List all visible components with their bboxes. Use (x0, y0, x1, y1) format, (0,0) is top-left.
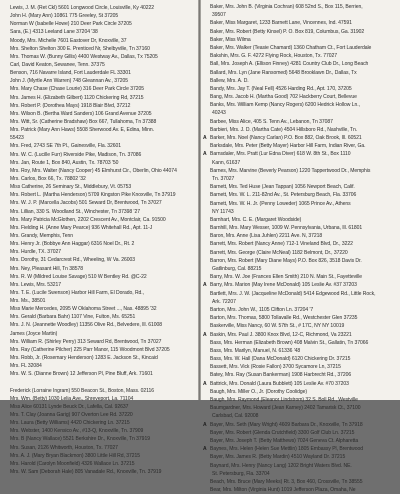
entry-text: Bartlett, Mrs. J. W. (Jacqueline McDonald) 5414 Edgewood Rd., Little Rock, (210, 290, 376, 297)
directory-entry (203, 167, 398, 175)
entry-text: 40243 (212, 110, 226, 117)
entry-text: Mrs. W. S. (Dianne Brown) 12 Jefferson Pl, Pine Bluff, Ark. 71601 (10, 371, 153, 378)
entry-text: Mrs. Ney, Pleasant Hill, Tn 38578 (10, 265, 84, 272)
entry-text: Mrs. Susan, 2126 Whitworth, Houston, Tx. 77027 (10, 444, 118, 451)
entry-marker: A (203, 151, 207, 158)
entry-text: Mrs. Webster, 1400 Kensico Av., #13-Q, Knoxville, Tn. 37909 (10, 428, 144, 435)
entry-text: Bayer, Mrs. Seth (Mary Wright) 4609 Barbara Dr., Knoxville, Tn 37918 (210, 421, 363, 428)
directory-entry (3, 378, 196, 386)
entry-text: Baynard, Mrs. Henry (Nancy Lang) 1202 Bright Waters Blvd. NE. (210, 462, 352, 469)
entry-text: Mrs. Ray (Catherine Pilcher) 225 Parr Manor, 115 Woodmont Blvd 37205 (10, 346, 170, 353)
directory-entry (203, 273, 398, 281)
directory-entry (3, 468, 196, 476)
entry-text: Norman W (Isabelle Howe) 210 Deer Park Circle 37205 (10, 21, 132, 28)
entry-text: Mrs. Roy, Mrs. Walter (Nancy Cooper) 45 Elmhurst Cir., Oberlin, Ohio 44074 (10, 167, 177, 174)
entry-text: Mrs. Robert P. (Dorothea Mays) 1918 Blair Blvd, 37212 (10, 102, 131, 109)
entry-text: Bang, Mrs. Jacob H. (Martha Good) 702 Hackberry Court, Bellevue (210, 94, 357, 101)
directory-entry (3, 175, 196, 183)
directory-entry (203, 93, 398, 101)
directory-entry (203, 290, 398, 298)
entry-text: Miss Marie Mercedes, 2095 W Oklahoma Street ..., Nas. 48895 '32 (10, 306, 157, 313)
directory-entry (3, 85, 196, 93)
directory-entry (3, 199, 196, 207)
entry-text: Barbee, Miss Alice, 405 S. Tenn Av., Lebanon, Tn 37087 (210, 118, 333, 125)
entry-text: Battrick, Mrs. Donald (Laura Bubblett) 105 Leslie Av. #70 37203 (210, 380, 349, 387)
directory-entry (203, 486, 398, 494)
directory-entry (203, 3, 398, 11)
directory-entry (3, 256, 196, 264)
directory-entry (3, 53, 196, 61)
entry-text: Mrs. Wm. (Betty) 1030 Lelia Ave., Shreveport, La. 71104 (10, 395, 134, 402)
entry-text: Batey, Mrs. Ray (Susan Bankerman) 1908 Harbrecht Rd., 37206 (210, 372, 352, 379)
entry-text: Mrs. Jan, Route 1, Box 840, Austin, Tx. 78703 '50 (10, 159, 119, 166)
entry-text: Barnsdaler, Mrs. Pratt (Lur Edna Diver) 618 W. 8th St., Box 1110 (210, 151, 351, 158)
entry-text: Barnhill, Mrs. Mary Wesser, 1009 W. Pennsylvania, Urbana, Ill. 61801 (210, 225, 363, 232)
entry-text: Bear, Mrs. Milton (Virginia Hunt) 1019 Jefferson Plaza, Omaha, Ne (210, 487, 356, 494)
directory-entry (3, 126, 196, 134)
directory-entry (203, 77, 398, 85)
entry-text: Mrs. Ms., 38501 (10, 298, 46, 305)
entry-marker: A (203, 421, 207, 428)
directory-entry (3, 313, 196, 321)
entry-text: Baugh, Mrs. Miller O., Jr. (Dorothy Coolidge) (210, 388, 308, 395)
directory-entry (3, 118, 196, 126)
directory-entry (3, 297, 196, 305)
directory-entry (203, 478, 398, 486)
directory-entry (203, 101, 398, 109)
directory-entry (203, 281, 398, 289)
entry-text: Mrs. Robert L. (Martha Henderson) 5709 Kingston Pike Knoxville, Tn 37919 (10, 192, 176, 199)
entry-text: Barry, Mrs. W. Joe (Frances Ellen Smith) 210 N. Main St., Fayetteville (210, 274, 363, 281)
entry-text: Baumgardner, Mrs. Howard (Jean Karney) 2402 Tamarisk Ct., 37100 (210, 405, 361, 412)
entry-text: Barnes, Mrs. Marvine (Beverly Pearson) 1220 Tappertwood Dr., Memphis (210, 167, 371, 174)
directory-entry (203, 216, 398, 224)
entry-text: Barry, Mrs. Marion (May Irene McDonald) 105 Leslie Av. #37 37203 (210, 282, 357, 289)
entry-text: Mrs. Henry Jr. (Bobbye Ann Haggar) 6316 Noel Dr., Rt. 2 (10, 241, 135, 248)
directory-entry (203, 52, 398, 60)
entry-text: Mrs. W. Sam (Deborah Hale) 805 Vanadale Rd., Knoxville, Tn. 37919 (10, 469, 162, 476)
directory-entry (203, 396, 398, 404)
entry-marker: A (203, 331, 207, 338)
directory-entry (3, 346, 196, 354)
directory-entry (3, 151, 196, 159)
directory-entry (3, 403, 196, 411)
entry-text: Kann, 61637 (212, 159, 241, 166)
directory-entry (3, 248, 196, 256)
entry-text: Bass, Mrs. Herman (Elizabeth Brown) 408 Malvin St., Gallatin, Tn 37066 (210, 339, 369, 346)
directory-entry (3, 354, 196, 362)
entry-text: John H. (Mary Ann) 10861 775 Greeley, St 37205 (10, 13, 119, 20)
entry-text: 39507 (212, 12, 226, 19)
entry-text: Baynes, Mrs. Helen (Helen Sue Mettlin) 1805 Embassy Pl, Brentwood (210, 446, 363, 453)
entry-text: Mrs. Mary Chase (Chase Lourie) 316 Deer Park Circle 37205 (10, 86, 145, 93)
directory-entry (203, 388, 398, 396)
directory-entry (203, 69, 398, 77)
entry-text: Mrs. A. J. (Mary Bryan Blackmon) 3800 Little Hill Rd, 37215 (10, 452, 141, 459)
directory-entry (3, 216, 196, 224)
entry-text: Mrs. Lewis, Mrs. 53217 (10, 281, 62, 288)
directory-entry (203, 191, 398, 199)
entry-text: Frederick (Lorraine Ingram) 550 Beacon St., Boston, Mass. 02116 (10, 387, 155, 394)
entry-text: Bass, Mrs. W. Hall (Dana McDonald) 6120 Chickering Dr. 37215 (210, 356, 351, 363)
entry-text: Bandy, Mrs. Jay T. (Neal Fell) 4526 Harding Rd., Apt. 170, 37205 (210, 85, 352, 92)
entry-text: Barnhart, Mrs. C. E. (Margaret Woodside) (210, 216, 302, 223)
directory-entry (3, 208, 196, 216)
directory-entry (3, 273, 196, 281)
directory-entry (3, 452, 196, 460)
entry-text: Mrs. J. N. (Jeannette Woodley) 11356 Olive Rd., Belvedere, Ill. 61008 (10, 322, 163, 329)
directory-entry (3, 321, 196, 329)
entry-text: Bayer, Mrs. Robert (Glenda Crutchfield) 3300 Golf Club Ln. 37215 (210, 429, 355, 436)
entry-text: Carlsbad, Cal. 92008 (212, 413, 259, 420)
directory-entry (3, 102, 196, 110)
entry-text: Baskin, Mrs. Paul J. 3800 Knox Blvd, 12-C, Richmond, Va 23221 (210, 331, 352, 338)
directory-entry (3, 240, 196, 248)
entry-text: Gatlinburg, Cal. 88215 (212, 266, 262, 272)
directory-entry (203, 240, 398, 248)
directory-entry (3, 61, 196, 69)
entry-text: Mrs. Carlos, Box 66, Tx. 78802 '32 (10, 175, 86, 182)
directory-entry (203, 208, 398, 216)
entry-text: James (Joyce Martin) (10, 330, 58, 337)
directory-entry (203, 339, 398, 347)
directory-entry (3, 281, 196, 289)
directory-entry (203, 85, 398, 93)
directory-entry (3, 305, 196, 313)
directory-entry (203, 363, 398, 371)
entry-text: Barrett, Mrs. Robert (Nancy Anne) 712-1 Vineland Blvd, Dr., 3222 (210, 241, 353, 248)
directory-entry (203, 142, 398, 150)
entry-text: Mrs. Robb, Jr. (Rosemary Henderson) 1283 E. Jackson St., Kincaid (10, 355, 158, 362)
directory-entry (203, 224, 398, 232)
entry-text: Mrs. Patrick (Mary Ann Haws) 5508 Sherwood Av. E, Edina, Minn. (10, 127, 154, 134)
directory-entry (3, 45, 196, 53)
directory-entry (3, 28, 196, 36)
entry-text: Mrs. Dorothy, 31 Cedarcrest Rd., Wheeling, W Va. 26003 (10, 257, 136, 264)
entry-text: Mrs. Grandy, Memphis, Tenn (10, 232, 74, 239)
directory-entry (203, 60, 398, 68)
entry-text: Mrs. W. C. (Lucille Furr) Riverside Pike, Madison, Tn. 37086 (10, 151, 142, 158)
entry-text: Barnett, Mrs. W. L. 211-82nd Av., St. Petersburg Beach, Fla. 33706 (210, 192, 357, 199)
entry-text: Mrs. B (Nancy Wallace) 5521 Berkshire Dr., Knoxville, Tn 37919 (10, 436, 150, 443)
entry-text: Barker, Mrs. Noel (Nancy Carlan) P.O. Box 882, Oak Brook, Ill. 60521 (210, 135, 362, 141)
entry-text: Mrs. Harold (Carolyn Moonfield) 4326 Wallace Ln. 37215 (10, 460, 135, 467)
directory-entry (3, 362, 196, 370)
directory-entry (3, 69, 196, 77)
entry-text: Mrs. Wilson B. (Bertha Ward Sanders) 106 Grand Avenue 37205 (10, 110, 152, 117)
entry-text: Ballard, Mrs. Lyn (Jane Ransomed) 5648 Brooklawn Dr., Dallas, Tx (210, 69, 357, 76)
entry-text: John J. (Myrtle Ann Warren) 748 Gleannan Av., 37205 (10, 78, 128, 85)
entry-text: Mrs. FL 32084 (10, 363, 42, 370)
directory-entry (203, 404, 398, 412)
entry-text: Sara, (E.) 4313 Leeland Lane 37204 '38 (10, 29, 98, 36)
directory-entry (3, 4, 196, 12)
directory-entry (3, 77, 196, 85)
directory-entry (203, 306, 398, 314)
entry-text: Mrs. T. Clay (Joanna Garig) 907 Overton Lee Rd. 37220 (10, 412, 133, 419)
entry-text: Tn. 37027 (212, 175, 235, 182)
entry-text: Bayer, Mrs. James R. (Betty Mardin) 4510 Wayland Dr. 37215 (210, 454, 346, 461)
entry-text: Mrs. Mary Patricia McGlothen, 2202 Crescent Av., Montclair, Ca. 91500 (10, 216, 166, 223)
directory-entry (203, 445, 398, 453)
directory-entry (3, 419, 196, 427)
directory-entry (203, 11, 398, 19)
entry-marker: A (203, 446, 207, 453)
entry-text: Bassett, Mrs. Vick (Rosie Fallon) 3700 Sycamore Ln, 37215 (210, 364, 341, 371)
directory-entry (3, 159, 196, 167)
directory-entry (3, 224, 196, 232)
directory-entry (203, 118, 398, 126)
directory-entry (3, 94, 196, 102)
directory-entry (3, 191, 196, 199)
directory-entry (203, 249, 398, 257)
entry-text: Ball, Mrs. Joseph A. (Ellison Finney) 4281 Country Club Dr., Long Beach (210, 61, 369, 68)
directory-entry (203, 421, 398, 429)
entry-text: Lewis, J. M. (Ret Ckl) 5601 Longwood Circle, Louisville, Ky 40222 (10, 5, 155, 11)
directory-entry (3, 232, 196, 240)
entry-text: Bakshin, Mrs. G. F. 4272 Flying Rock, Houston, Tx. 77027 (210, 53, 337, 60)
entry-text: Bass, Mrs. Marilyn, Manuel, N. 61336 '48 (210, 347, 301, 354)
directory-entry (3, 12, 196, 20)
entry-text: Barksdale, Mrs. Peter (Betty Mayer) Harbor Hill Farm, Indian River, Ga. (210, 143, 366, 150)
entry-text: NY 11743 (212, 208, 234, 215)
directory-entry (203, 19, 398, 27)
entry-text: Mrs. Thomas W. (Bunny Gillis) 4400 Westway Av., Dallas, Tx 75205 (10, 53, 158, 60)
entry-text: Beach, Mrs. Bruce (Mary Meeks) Rt. 3, Box 460, Crossville, Tn 38555 (210, 478, 363, 485)
entry-text: Mrs. T. E. (Lucile Swenson) Harbor Hill Farm, El Dorado, Rd., (10, 289, 145, 296)
entry-text: Barron, Mrs. Robert (Mary Diane Mays) P.O. Box 826, 3518 Davis Dr. (210, 257, 362, 264)
directory-entry (203, 429, 398, 437)
directory-entry (3, 183, 196, 191)
directory-entry (3, 435, 196, 443)
directory-entry (3, 411, 196, 419)
directory-entry (3, 427, 196, 435)
directory-entry (3, 110, 196, 118)
directory-entry (3, 330, 196, 338)
directory-entry (203, 412, 398, 420)
entry-text: Mrs. James H. (Elizabeth Gilbert) 1120 Chickering Rd, 37215 (10, 94, 144, 101)
right-page-entries (203, 3, 398, 494)
entry-text: Mrs. Fred, 2743 SE 7th Pl., Gainesville, Fla. 32601 (10, 143, 122, 150)
entry-text: Mrs. W. J. P. (Marcella Jacobs) 501 Seward Dr, Brentwood, Tn 37027 (10, 200, 162, 207)
entry-text: Baker, Mrs. Walker (Teasie Chamard) 1360 Chatham Ct., Fort Lauderdale (210, 44, 372, 51)
directory-entry (3, 142, 196, 150)
directory-entry (3, 37, 196, 45)
entry-text: Carl, David Keaton, Sewanee, Tenn. 37375 (10, 61, 105, 68)
directory-entry (203, 44, 398, 52)
entry-text: Mrs. Fielding H. (Anne Mary Pearce) 936 Whitehall Rd., Apt. 11-J (10, 224, 153, 231)
entry-text: Mrs. Shelton Shelton 300 E. Prenticed Nr, Shelbyville, Tn 37160 (10, 45, 150, 52)
entry-text: Baugh, Mrs. Raymond (Eleanor Lindstrom) 32 S. Boll Rd., Westville (210, 397, 358, 403)
directory-entry (203, 183, 398, 191)
directory-entry (203, 232, 398, 240)
directory-entry (203, 371, 398, 379)
entry-text: Barbieri, Mrs. J. D. (Martha Cate) 4504 Hillsboro Rd., Nashville, Tn. (210, 126, 358, 133)
left-page (0, 0, 198, 476)
directory-entry (203, 265, 398, 273)
entry-text: 55423 (10, 135, 24, 142)
directory-entry (3, 134, 196, 142)
entry-text: Banks, Mrs. William Kemp (Nancy Rogers) 6200 Hedrick Hollow Ln., (210, 102, 360, 109)
entry-text: Baker, Mrs. Robert (Betty Kinsel) P. O. Box 819, Columbus, Ga. 31902 (210, 28, 365, 35)
entry-text: Barnett, Mrs. Ted Huse (Jean Tappan) 1056 Newport Beach, Calif. (210, 184, 355, 191)
entry-text: Baker, Mrs. John B. (Virginia Cochran) 608 52nd S., Box 115, Berrien, (210, 4, 363, 10)
directory-entry (203, 175, 398, 183)
entry-marker: A (203, 380, 207, 387)
entry-marker: A (203, 135, 207, 141)
right-page (201, 0, 400, 494)
directory-entry (3, 370, 196, 378)
directory-entry (3, 460, 196, 468)
entry-text: Barrett, Mrs. George (Claire McNeal) 1182 Belmont, Dr., 37220 (210, 249, 348, 256)
entry-text: Barton, Mrs. John W., 1105 Clifton Ln. 37204 '7 (210, 306, 314, 313)
directory-entry (203, 36, 398, 44)
left-page-entries (3, 4, 196, 476)
entry-marker: A (203, 282, 207, 289)
directory-entry (203, 159, 398, 167)
directory-entry (203, 314, 398, 322)
entry-text: Mrs. Hurdle, TX. 37027 (10, 249, 61, 256)
entry-text: St. Petersburg, Fla. 33704 (212, 470, 270, 477)
directory-entry (203, 437, 398, 445)
directory-entry (3, 338, 196, 346)
directory-entry (203, 462, 398, 470)
directory-entry (3, 265, 196, 273)
directory-entry (203, 28, 398, 36)
directory-entry (3, 387, 196, 395)
entry-text: Bayer, Mrs. Joseph T. (Betty Matthews) 7024 Geneva Ct. Alpharetta (210, 437, 359, 444)
directory-entry (203, 453, 398, 461)
directory-entry (203, 331, 398, 339)
directory-entry (203, 200, 398, 208)
directory-entry (203, 322, 398, 330)
directory-entry (203, 355, 398, 363)
directory-entry (3, 444, 196, 452)
directory-entry (203, 109, 398, 117)
directory-entry (3, 20, 196, 28)
directory-entry (3, 167, 196, 175)
directory-entry (203, 150, 398, 158)
entry-text: Baker, Miss Wilma (210, 36, 251, 43)
entry-text: Miss Catherine, 26 Seminary St., Middlebury, Vt. 05753 (10, 184, 132, 191)
directory-entry (3, 395, 196, 403)
entry-text: Mrs. Laura (Betty Williams) 4420 Chickering Ln. 37215 (10, 420, 130, 427)
entry-text: Mrs. Witt, Sr. (Catherine Bradshaw) Box 667, Tullahoma, Tn 37388 (10, 118, 157, 125)
directory-entry (203, 257, 398, 265)
entry-text: Barnett, Mrs. W. H. Jr. (Penny Loweder) 1065 Prince Av., Athens (210, 200, 351, 207)
entry-text: Baron, Mrs. Anne (Lisa Juhlen) 2211 Ave. N, 37218 (210, 233, 323, 240)
entry-text: Baskerville, Miss Nancy, 60 W. 57th St., # 17C, NY NY 10019 (210, 323, 345, 330)
directory-entry (203, 298, 398, 306)
entry-text: Mrs. Gerald (Barbara Bahr) 1107 Vine, Fulton, Ms. 65251 (10, 314, 136, 321)
entry-text: Mrs. R. W (Mildred Louise Savage) 510 W Bentley Rd. @C-22 (10, 273, 147, 280)
directory-entry (203, 347, 398, 355)
entry-text: Benson, 716 Navarre Island, Fort Lauderdale FL 33301 (10, 70, 131, 77)
entry-text: Moody, Mrs. Michelle 7601 Eastover Dr, Knoxville, 37 (10, 37, 127, 44)
directory-entry (203, 134, 398, 142)
entry-text: Ark. 72207 (212, 298, 236, 305)
entry-text: Miss Alice 60131 Lynde Beuck Dr., Lafella, Cal. 92637 (10, 403, 129, 410)
directory-entry (203, 470, 398, 478)
entry-text: Baker, Miss Margaret, 1233 Barnett Lane, Vincennes, Ind. 47591 (210, 20, 352, 27)
directory-entry (203, 126, 398, 134)
directory-entry (3, 289, 196, 297)
entry-text: Ballew, Mrs. A. D. (210, 77, 249, 84)
entry-text: Mrs. Lillian, 330 S. Woodland St., Winchester, Tn 37398 '27 (10, 208, 140, 215)
entry-text: Mrs. William R. (Shirley Perry) 313 Seward Rd, Brentwood, Tn 37027 (10, 338, 162, 345)
entry-text: Barton, Mrs. Thomas, 5800 Tollavalle Rd., Westchester Glen 37235 (210, 315, 358, 322)
directory-entry (203, 380, 398, 388)
